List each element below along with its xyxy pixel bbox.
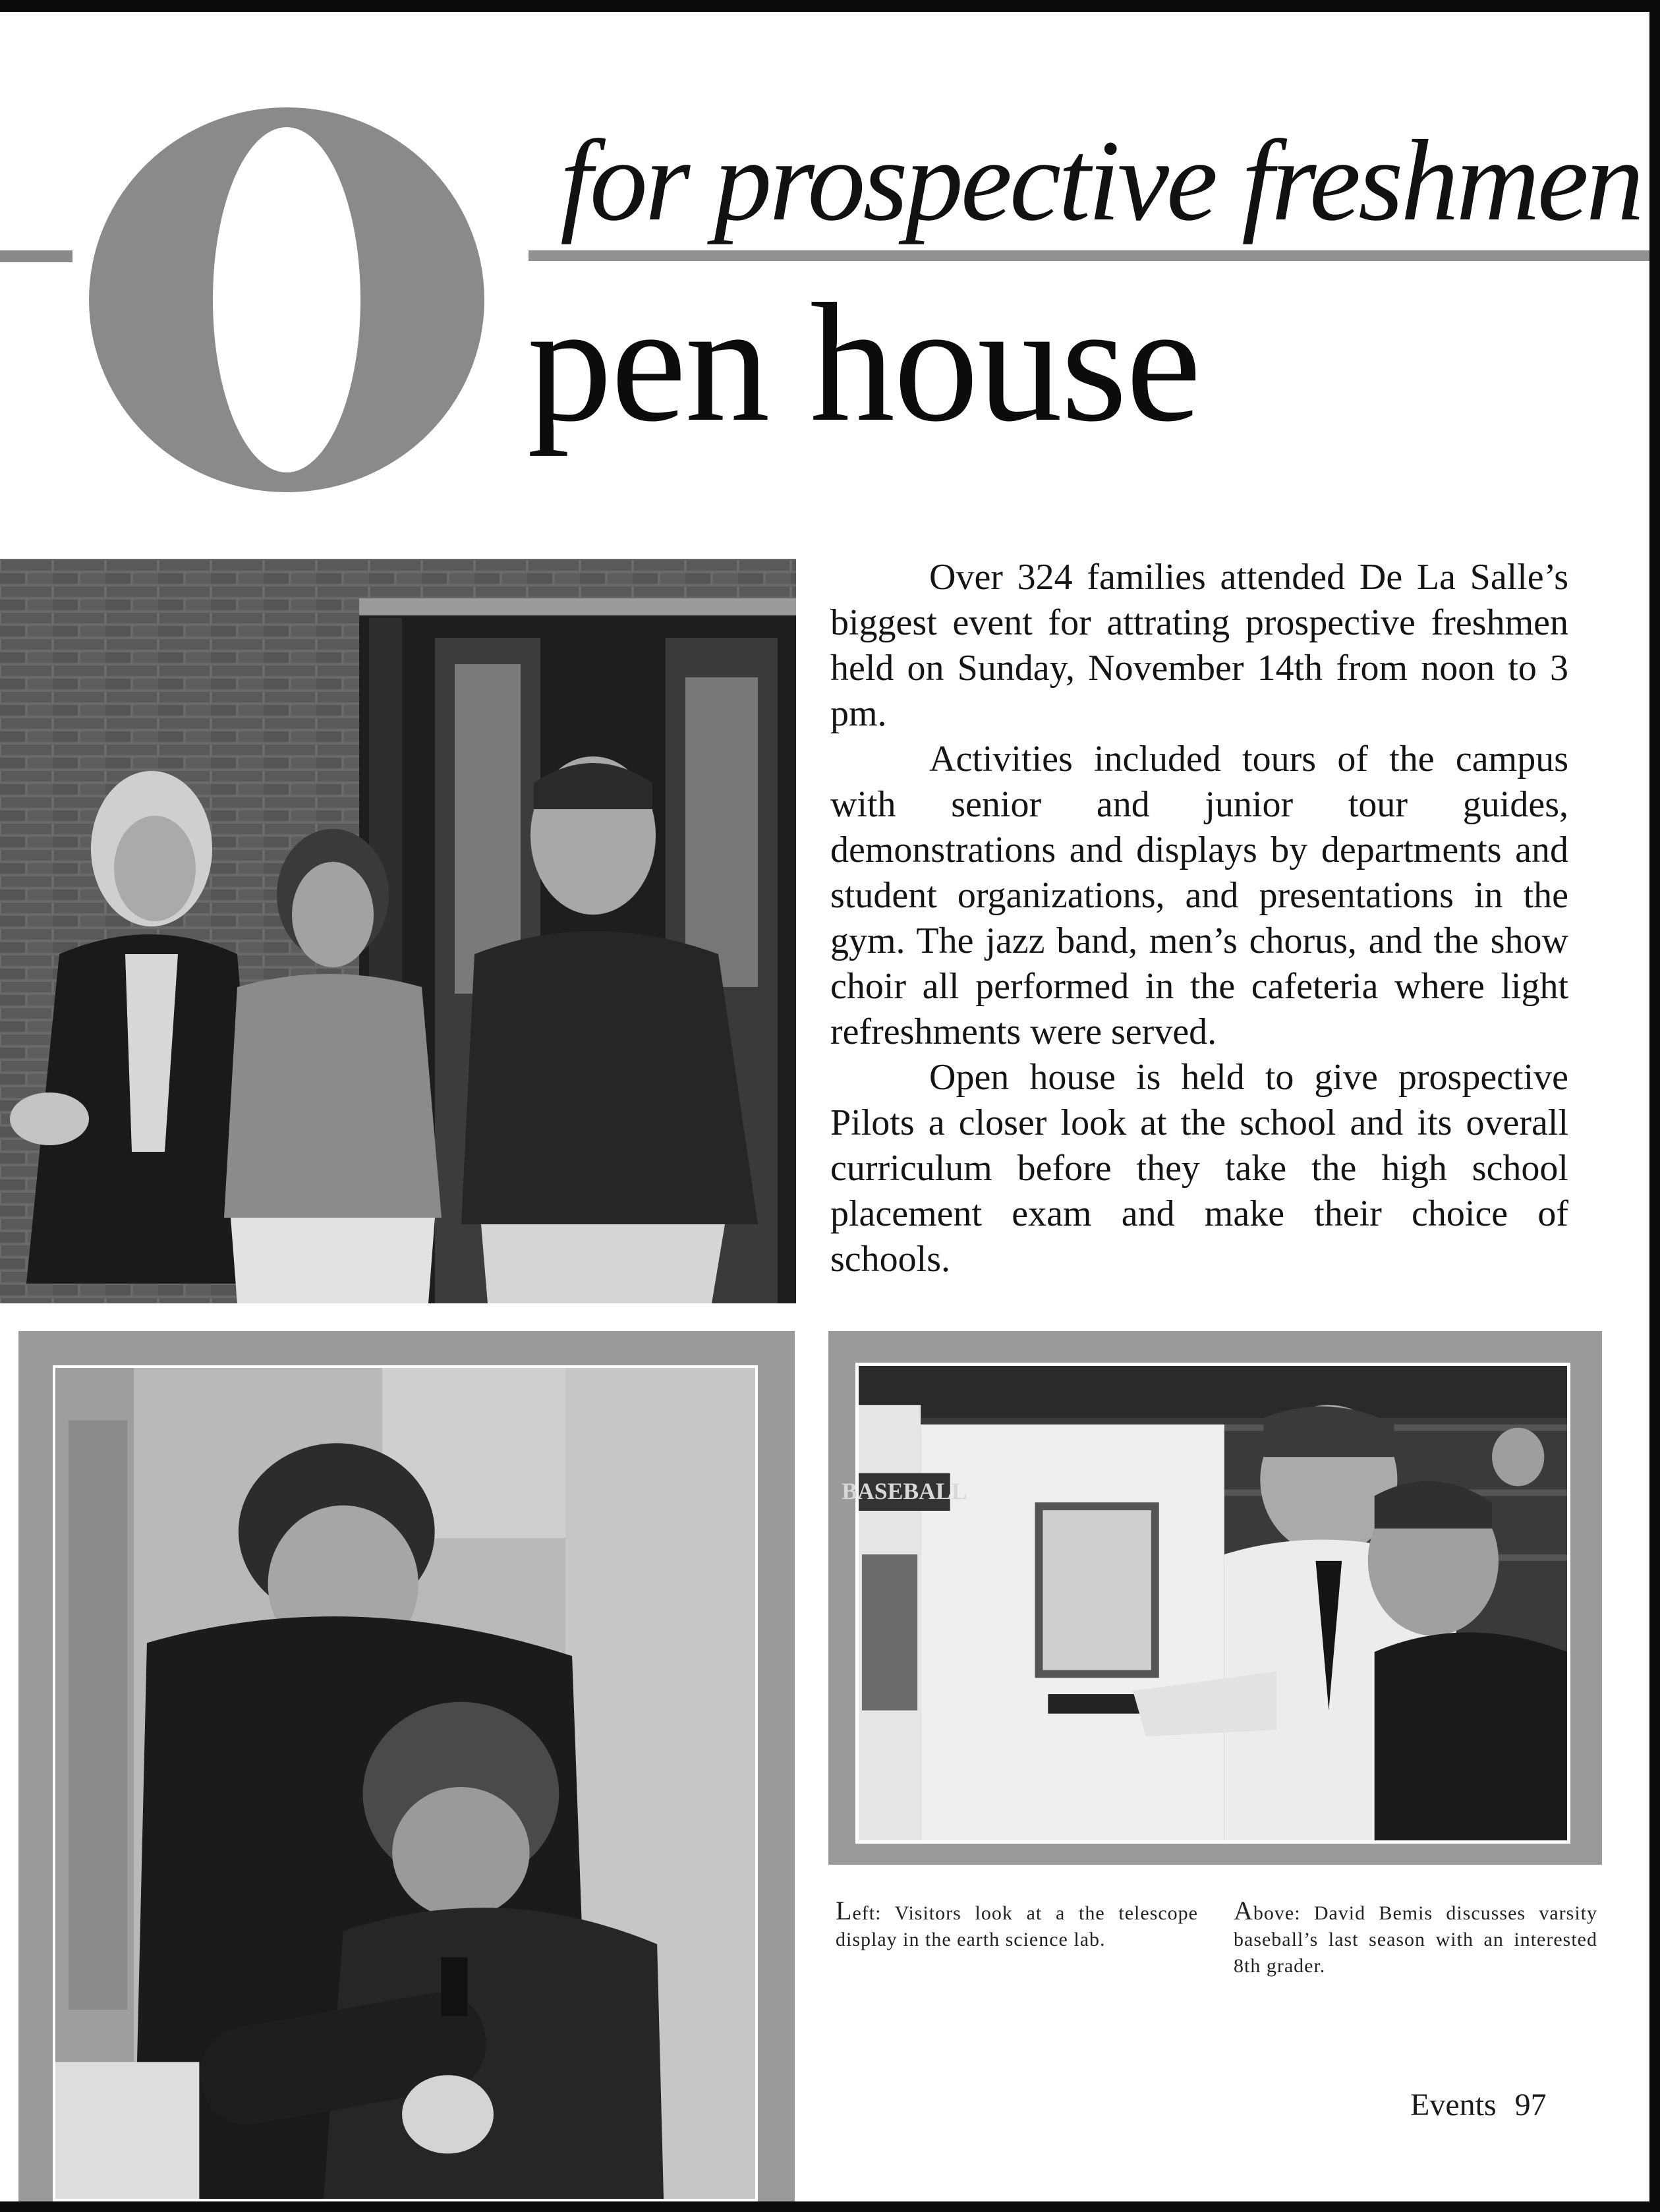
baseball-poster-label: BASEBALL bbox=[842, 1478, 967, 1505]
baseball-photo bbox=[842, 1363, 1570, 1844]
top-border bbox=[0, 0, 1660, 12]
caption-right-text: bove: David Bemis discusses varsity baseball’s last season with an interested 8th grader. bbox=[1234, 1902, 1597, 1977]
caption-left bbox=[836, 1898, 1198, 1957]
header-rule-left bbox=[0, 250, 72, 262]
right-border bbox=[1649, 0, 1660, 2212]
caption-left-text: eft: Visitors look at a the telescope display in the earth science lab. bbox=[836, 1902, 1198, 1950]
caption-right bbox=[1234, 1898, 1597, 1987]
article-paragraph: Over 324 families attended De La Salle’s biggest event for attrating prospective freshmen held on Sunday, November 14th from noon to 3 pm. bbox=[830, 557, 1568, 734]
page-title: pen house bbox=[527, 268, 1200, 457]
section-name: Events bbox=[1410, 2087, 1497, 2122]
telescope-photo bbox=[53, 1365, 758, 2201]
caption-right-lead: A bbox=[1234, 1896, 1253, 1925]
page-number: 97 bbox=[1514, 2087, 1547, 2122]
bottom-border bbox=[0, 2201, 1660, 2212]
page-subtitle: for prospective freshmen bbox=[560, 117, 1642, 245]
caption-left-lead: L bbox=[836, 1896, 853, 1925]
article-paragraph: Open house is held to give prospective Pilots a closer look at the school and its overall curriculum before they take the high school placement exam and make their choice of schools. bbox=[830, 1057, 1568, 1280]
article-body bbox=[830, 555, 1568, 1306]
article-paragraph: Activities included tours of the campus with senior and junior tour guides, demonstrations and displays by departments and student organizations, and presentations in the gym. The jazz band, men’s chorus, and the show choir all performed in the cafeteria where light refreshments were served. bbox=[830, 739, 1568, 1052]
drop-cap-o bbox=[72, 99, 501, 501]
page-folio bbox=[1410, 2085, 1621, 2125]
family-photo bbox=[0, 559, 796, 1303]
